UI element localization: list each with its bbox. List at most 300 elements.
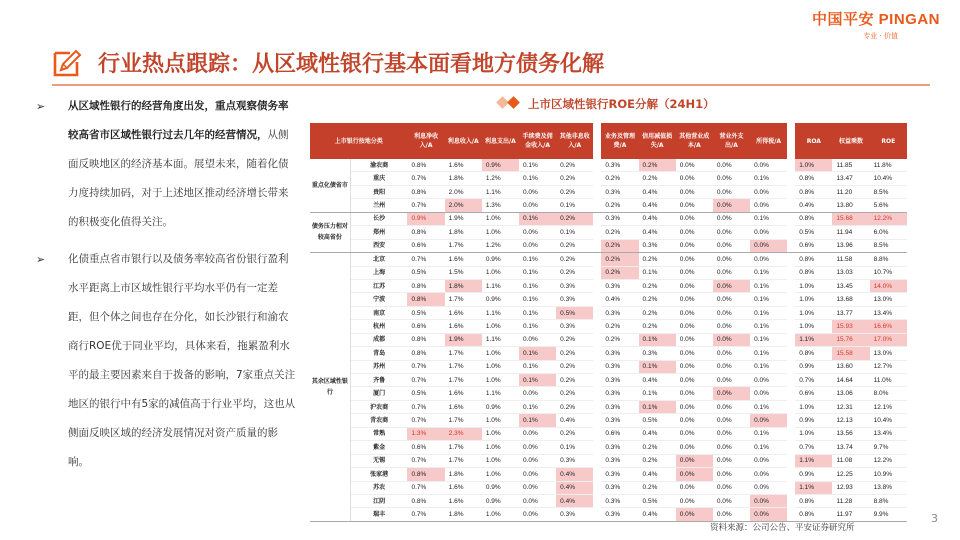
value-cell: 0.1%	[750, 441, 787, 454]
value-cell: 1.0%	[795, 306, 832, 319]
table-row	[310, 212, 907, 225]
value-cell: 0.2%	[556, 212, 593, 225]
column-gap	[787, 212, 795, 225]
value-cell: 0.2%	[556, 347, 593, 360]
table-row	[310, 441, 907, 454]
value-cell: 0.1%	[519, 279, 556, 292]
value-cell: 2.3%	[445, 427, 482, 440]
source-note: 资料来源：公司公告、平安证券研究所	[710, 523, 855, 533]
value-cell: 0.2%	[556, 185, 593, 198]
value-cell: 0.8%	[407, 468, 444, 481]
value-cell: 0.2%	[556, 172, 593, 185]
bank-name-cell: 江苏	[350, 279, 407, 292]
value-cell: 0.8%	[795, 212, 832, 225]
value-cell: 0.8%	[795, 347, 832, 360]
value-cell: 0.0%	[713, 212, 750, 225]
value-cell: 0.0%	[519, 481, 556, 494]
value-cell: 10.4%	[870, 414, 907, 427]
column-gap	[593, 239, 601, 252]
bank-name-cell: 张家港	[350, 468, 407, 481]
value-cell: 0.3%	[601, 494, 638, 507]
value-cell: 0.5%	[556, 306, 593, 319]
value-cell: 13.03	[832, 266, 869, 279]
value-cell: 0.1%	[639, 266, 676, 279]
value-cell: 0.0%	[519, 441, 556, 454]
value-cell: 0.3%	[601, 481, 638, 494]
value-cell: 0.1%	[639, 400, 676, 413]
value-cell: 0.0%	[676, 508, 713, 521]
value-cell: 1.0%	[482, 212, 519, 225]
value-cell: 0.0%	[676, 279, 713, 292]
value-cell: 0.7%	[407, 172, 444, 185]
table-row	[310, 481, 907, 494]
value-cell: 12.2%	[870, 454, 907, 467]
value-cell: 0.6%	[795, 387, 832, 400]
value-cell: 0.2%	[601, 253, 638, 266]
value-cell: 0.2%	[601, 320, 638, 333]
column-gap	[787, 306, 795, 319]
value-cell: 0.0%	[713, 454, 750, 467]
value-cell: 0.1%	[750, 333, 787, 346]
value-cell: 1.0%	[482, 454, 519, 467]
value-cell: 0.9%	[407, 212, 444, 225]
bank-name-cell: 紫金	[350, 441, 407, 454]
value-cell: 1.7%	[445, 454, 482, 467]
value-cell: 0.6%	[795, 239, 832, 252]
value-cell: 0.0%	[676, 212, 713, 225]
value-cell: 0.0%	[750, 374, 787, 387]
value-cell: 0.0%	[519, 199, 556, 212]
column-gap	[787, 387, 795, 400]
value-cell: 0.0%	[676, 387, 713, 400]
value-cell: 2.0%	[445, 185, 482, 198]
column-gap	[787, 494, 795, 507]
value-cell: 0.1%	[750, 347, 787, 360]
table-row	[310, 279, 907, 292]
value-cell: 0.2%	[556, 387, 593, 400]
column-gap	[787, 199, 795, 212]
value-cell: 13.60	[832, 360, 869, 373]
value-cell: 1.2%	[482, 239, 519, 252]
value-cell: 1.1%	[482, 279, 519, 292]
value-cell: 0.3%	[601, 441, 638, 454]
value-cell: 0.3%	[601, 212, 638, 225]
value-cell: 14.0%	[870, 279, 907, 292]
value-cell: 1.9%	[445, 212, 482, 225]
value-cell: 15.93	[832, 320, 869, 333]
bank-name-cell: 上海	[350, 266, 407, 279]
value-cell: 0.8%	[407, 293, 444, 306]
value-cell: 0.9%	[482, 400, 519, 413]
value-cell: 0.8%	[407, 347, 444, 360]
column-gap	[593, 347, 601, 360]
value-cell: 0.2%	[639, 441, 676, 454]
value-cell: 12.2%	[870, 212, 907, 225]
value-cell: 0.0%	[750, 494, 787, 507]
value-cell: 11.0%	[870, 374, 907, 387]
column-gap	[593, 400, 601, 413]
value-cell: 0.9%	[795, 360, 832, 373]
value-cell: 0.1%	[519, 347, 556, 360]
value-cell: 0.7%	[795, 374, 832, 387]
value-cell: 0.3%	[601, 306, 638, 319]
column-gap	[787, 320, 795, 333]
column-gap	[593, 159, 601, 172]
bank-name-cell: 兰州	[350, 199, 407, 212]
value-cell: 1.1%	[482, 185, 519, 198]
value-cell: 0.7%	[407, 400, 444, 413]
column-gap	[787, 185, 795, 198]
value-cell: 0.1%	[556, 441, 593, 454]
header-gap	[593, 123, 601, 159]
table-row	[310, 320, 907, 333]
value-cell: 1.7%	[445, 293, 482, 306]
table-row	[310, 360, 907, 373]
column-gap	[593, 508, 601, 521]
bank-name-cell: 宁波	[350, 293, 407, 306]
bank-name-cell: 齐鲁	[350, 374, 407, 387]
value-cell: 1.3%	[482, 199, 519, 212]
column-gap	[593, 441, 601, 454]
table-row	[310, 293, 907, 306]
value-cell: 0.0%	[750, 239, 787, 252]
value-cell: 1.9%	[445, 333, 482, 346]
value-cell: 0.0%	[519, 454, 556, 467]
value-cell: 0.0%	[713, 360, 750, 373]
value-cell: 0.1%	[750, 320, 787, 333]
table-header-cell: 利息收入/A	[445, 123, 482, 159]
value-cell: 0.1%	[750, 427, 787, 440]
value-cell: 0.4%	[639, 226, 676, 239]
value-cell: 0.3%	[601, 279, 638, 292]
value-cell: 0.4%	[639, 185, 676, 198]
value-cell: 0.0%	[519, 508, 556, 521]
bank-name-cell: 重庆	[350, 172, 407, 185]
value-cell: 0.1%	[519, 212, 556, 225]
value-cell: 0.4%	[639, 212, 676, 225]
value-cell: 0.0%	[713, 374, 750, 387]
value-cell: 0.3%	[601, 159, 638, 172]
value-cell: 13.06	[832, 387, 869, 400]
value-cell: 8.8%	[870, 253, 907, 266]
value-cell: 2.0%	[445, 199, 482, 212]
table-row	[310, 306, 907, 319]
value-cell: 0.3%	[601, 387, 638, 400]
value-cell: 13.8%	[870, 481, 907, 494]
value-cell: 1.8%	[445, 279, 482, 292]
column-gap	[787, 347, 795, 360]
value-cell: 13.80	[832, 199, 869, 212]
value-cell: 0.0%	[676, 441, 713, 454]
value-cell: 13.4%	[870, 427, 907, 440]
value-cell: 0.5%	[407, 387, 444, 400]
table-header-cell: 业务及管理费/A	[601, 123, 638, 159]
bullet-2-text: 化债重点省市银行以及债务率较高省份银行盈利水平距离上市区域性银行平均水平仍有一定差距，但个体之间也存在分化，如长沙银行和渝农商行ROE优于同业平均，具体来看，拖累盈利水平的最主要因素来自于拨备的影响，7家重点关注地区的银行中有5家的减值高于行业平均，这也从侧面反映区域的经济发展情况对资产质量的影响。	[68, 253, 296, 468]
value-cell: 10.7%	[870, 266, 907, 279]
value-cell: 8.5%	[870, 239, 907, 252]
bank-name-cell: 渝农商	[350, 159, 407, 172]
value-cell: 12.31	[832, 400, 869, 413]
value-cell: 0.0%	[713, 293, 750, 306]
table-header-cell: 利息净收入/A	[407, 123, 444, 159]
value-cell: 1.0%	[795, 159, 832, 172]
value-cell: 0.2%	[556, 360, 593, 373]
column-gap	[593, 387, 601, 400]
value-cell: 0.1%	[519, 360, 556, 373]
value-cell: 0.0%	[713, 253, 750, 266]
value-cell: 0.7%	[795, 441, 832, 454]
bank-name-cell: 成都	[350, 333, 407, 346]
value-cell: 0.3%	[556, 320, 593, 333]
logo-text: 中国平安 PINGAN	[811, 11, 940, 28]
arrow-bullet-icon: ➢	[36, 100, 46, 113]
column-gap	[593, 494, 601, 507]
table-header-cell: 其他营业成本/A	[676, 123, 713, 159]
value-cell: 0.4%	[556, 468, 593, 481]
value-cell: 0.1%	[519, 414, 556, 427]
value-cell: 1.7%	[445, 347, 482, 360]
value-cell: 1.6%	[445, 400, 482, 413]
value-cell: 1.8%	[445, 508, 482, 521]
column-gap	[593, 212, 601, 225]
table-header-cell: 其他非息收入/A	[556, 123, 593, 159]
value-cell: 0.3%	[601, 374, 638, 387]
value-cell: 0.0%	[676, 400, 713, 413]
value-cell: 15.68	[832, 212, 869, 225]
bank-name-cell: 长沙	[350, 212, 407, 225]
value-cell: 1.0%	[482, 320, 519, 333]
value-cell: 11.8%	[870, 159, 907, 172]
column-gap	[593, 481, 601, 494]
value-cell: 0.0%	[713, 387, 750, 400]
value-cell: 13.4%	[870, 306, 907, 319]
value-cell: 1.6%	[445, 159, 482, 172]
value-cell: 0.6%	[407, 320, 444, 333]
column-gap	[593, 320, 601, 333]
table-row	[310, 468, 907, 481]
bullet-1-emphasis: 从区域性银行的经营角度出发，重点观察债务率较高省市区域性银行过去几年的经营情况，	[68, 100, 289, 141]
value-cell: 0.1%	[519, 172, 556, 185]
table-row	[310, 333, 907, 346]
column-gap	[787, 481, 795, 494]
value-cell: 14.64	[832, 374, 869, 387]
column-gap	[593, 293, 601, 306]
table-row	[310, 414, 907, 427]
value-cell: 0.3%	[601, 185, 638, 198]
value-cell: 0.0%	[519, 494, 556, 507]
value-cell: 0.0%	[750, 468, 787, 481]
column-gap	[787, 239, 795, 252]
value-cell: 0.3%	[601, 414, 638, 427]
value-cell: 0.2%	[556, 333, 593, 346]
value-cell: 0.2%	[639, 172, 676, 185]
table-row	[310, 172, 907, 185]
value-cell: 0.0%	[676, 347, 713, 360]
value-cell: 0.2%	[601, 266, 638, 279]
value-cell: 0.1%	[519, 400, 556, 413]
value-cell: 0.2%	[556, 159, 593, 172]
value-cell: 1.0%	[795, 293, 832, 306]
column-gap	[787, 279, 795, 292]
value-cell: 0.8%	[795, 185, 832, 198]
value-cell: 0.0%	[519, 239, 556, 252]
bank-name-cell: 南京	[350, 306, 407, 319]
value-cell: 0.0%	[676, 360, 713, 373]
column-gap	[593, 253, 601, 266]
value-cell: 13.96	[832, 239, 869, 252]
value-cell: 0.0%	[713, 441, 750, 454]
category-cell: 重点化债省市	[310, 159, 350, 212]
value-cell: 0.9%	[482, 494, 519, 507]
bullet-list	[36, 92, 298, 477]
value-cell: 0.2%	[556, 239, 593, 252]
bank-name-cell: 苏农	[350, 481, 407, 494]
value-cell: 0.8%	[407, 185, 444, 198]
value-cell: 17.0%	[870, 333, 907, 346]
column-gap	[593, 360, 601, 373]
bank-name-cell: 郑州	[350, 226, 407, 239]
value-cell: 1.6%	[445, 481, 482, 494]
value-cell: 0.0%	[750, 414, 787, 427]
value-cell: 0.0%	[713, 185, 750, 198]
value-cell: 1.0%	[482, 508, 519, 521]
value-cell: 0.0%	[713, 172, 750, 185]
column-gap	[593, 199, 601, 212]
category-cell: 其余区域性银行	[310, 253, 350, 522]
category-cell: 债务压力相对较高省份	[310, 212, 350, 252]
value-cell: 0.0%	[519, 185, 556, 198]
value-cell: 1.8%	[445, 226, 482, 239]
diamond-icon	[507, 96, 520, 109]
value-cell: 0.1%	[519, 266, 556, 279]
value-cell: 0.0%	[713, 468, 750, 481]
value-cell: 0.0%	[713, 266, 750, 279]
value-cell: 0.1%	[519, 320, 556, 333]
value-cell: 10.9%	[870, 468, 907, 481]
table-header-cell: ROA	[795, 123, 832, 159]
value-cell: 1.0%	[482, 266, 519, 279]
value-cell: 13.56	[832, 427, 869, 440]
column-gap	[787, 226, 795, 239]
value-cell: 8.5%	[870, 185, 907, 198]
value-cell: 0.0%	[713, 414, 750, 427]
value-cell: 15.76	[832, 333, 869, 346]
value-cell: 0.7%	[407, 199, 444, 212]
value-cell: 0.1%	[750, 293, 787, 306]
value-cell: 0.7%	[407, 481, 444, 494]
value-cell: 0.8%	[407, 333, 444, 346]
value-cell: 1.0%	[482, 468, 519, 481]
value-cell: 12.93	[832, 481, 869, 494]
value-cell: 0.0%	[750, 508, 787, 521]
value-cell: 0.2%	[639, 293, 676, 306]
value-cell: 0.3%	[556, 293, 593, 306]
table-header-row	[310, 123, 907, 159]
table-caption	[498, 96, 715, 112]
column-gap	[593, 333, 601, 346]
bank-name-cell: 瑞丰	[350, 508, 407, 521]
value-cell: 0.1%	[750, 306, 787, 319]
value-cell: 0.0%	[519, 226, 556, 239]
value-cell: 15.58	[832, 347, 869, 360]
column-gap	[593, 414, 601, 427]
value-cell: 0.5%	[639, 414, 676, 427]
value-cell: 0.0%	[676, 333, 713, 346]
value-cell: 0.2%	[639, 454, 676, 467]
value-cell: 12.7%	[870, 360, 907, 373]
value-cell: 0.8%	[407, 159, 444, 172]
bank-name-cell: 北京	[350, 253, 407, 266]
value-cell: 1.0%	[482, 414, 519, 427]
value-cell: 0.0%	[713, 481, 750, 494]
value-cell: 1.7%	[445, 441, 482, 454]
table-header-cell: 上市银行按地分类	[310, 123, 407, 159]
bank-name-cell: 常熟	[350, 427, 407, 440]
column-gap	[787, 454, 795, 467]
column-gap	[787, 441, 795, 454]
value-cell: 0.0%	[713, 427, 750, 440]
value-cell: 0.0%	[676, 320, 713, 333]
value-cell: 0.7%	[407, 508, 444, 521]
column-gap	[787, 468, 795, 481]
value-cell: 1.6%	[445, 306, 482, 319]
value-cell: 1.7%	[445, 239, 482, 252]
value-cell: 0.3%	[556, 454, 593, 467]
table-row	[310, 185, 907, 198]
value-cell: 0.2%	[601, 199, 638, 212]
value-cell: 0.2%	[601, 333, 638, 346]
value-cell: 0.9%	[482, 253, 519, 266]
value-cell: 0.4%	[556, 494, 593, 507]
value-cell: 0.0%	[676, 293, 713, 306]
value-cell: 0.3%	[601, 360, 638, 373]
value-cell: 0.0%	[676, 199, 713, 212]
value-cell: 11.97	[832, 508, 869, 521]
table-row	[310, 266, 907, 279]
value-cell: 0.0%	[676, 468, 713, 481]
value-cell: 0.2%	[601, 226, 638, 239]
value-cell: 0.0%	[713, 279, 750, 292]
value-cell: 0.0%	[750, 185, 787, 198]
bank-name-cell: 苏州	[350, 360, 407, 373]
value-cell: 0.7%	[407, 253, 444, 266]
value-cell: 1.3%	[407, 427, 444, 440]
value-cell: 0.0%	[750, 454, 787, 467]
table-row	[310, 239, 907, 252]
value-cell: 0.1%	[639, 387, 676, 400]
value-cell: 0.0%	[519, 387, 556, 400]
value-cell: 0.0%	[750, 199, 787, 212]
column-gap	[787, 333, 795, 346]
value-cell: 13.68	[832, 293, 869, 306]
value-cell: 0.0%	[750, 253, 787, 266]
value-cell: 0.3%	[556, 508, 593, 521]
value-cell: 13.77	[832, 306, 869, 319]
value-cell: 5.6%	[870, 199, 907, 212]
value-cell: 0.8%	[407, 279, 444, 292]
bank-name-cell: 杭州	[350, 320, 407, 333]
value-cell: 1.6%	[445, 320, 482, 333]
value-cell: 0.0%	[676, 253, 713, 266]
bank-name-cell: 青农商	[350, 414, 407, 427]
value-cell: 0.0%	[750, 226, 787, 239]
value-cell: 1.6%	[445, 494, 482, 507]
value-cell: 1.0%	[482, 427, 519, 440]
column-gap	[787, 360, 795, 373]
value-cell: 1.1%	[795, 454, 832, 467]
value-cell: 0.0%	[676, 481, 713, 494]
bullet-item-1	[36, 92, 298, 237]
